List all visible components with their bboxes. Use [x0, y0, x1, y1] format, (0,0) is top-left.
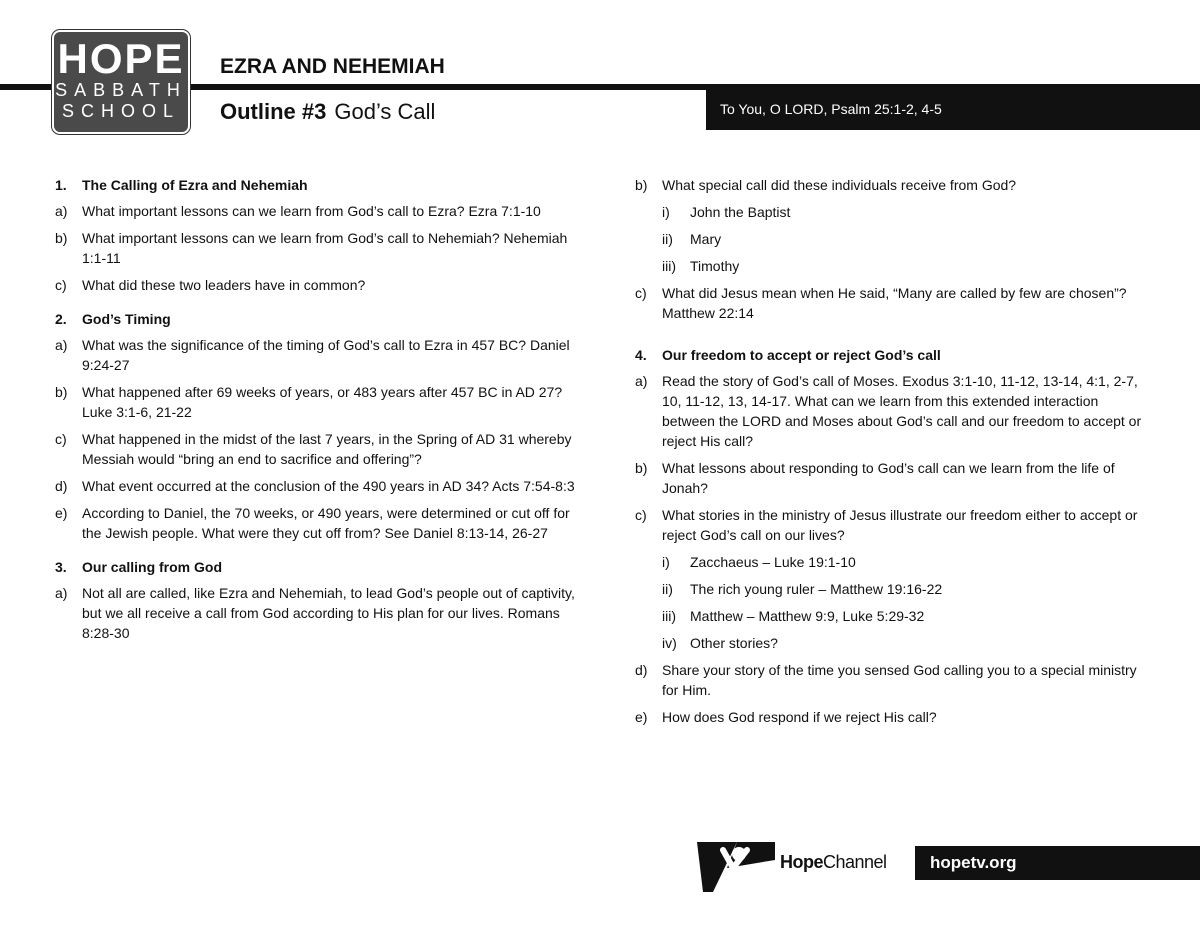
outline-right-column — [635, 175, 1145, 741]
section-heading — [635, 345, 1145, 365]
item-text: Read the story of God’s call of Moses. Exodus 3:1-10, 11-12, 13-14, 4:1, 2-7, 10, 11-12, 13, 14-17. What can we learn from this extended interaction between the LORD and Moses about God’s call and our freedom to accept or reject His call? — [662, 373, 1142, 449]
sub-item — [662, 579, 1145, 599]
item-text: Not all are called, like Ezra and Nehemiah, to lead God’s people out of captivity, but we all receive a call from God according to His plan for our lives. Romans 8:28-30 — [82, 585, 575, 641]
question-item — [635, 371, 1145, 451]
section-title: Our freedom to accept or reject God’s call — [662, 347, 941, 363]
item-marker: c) — [635, 507, 647, 523]
hope-channel-wordmark — [780, 852, 887, 873]
item-text: What did these two leaders have in common? — [82, 277, 366, 293]
question-item — [55, 228, 575, 268]
item-text: What important lessons can we learn from God’s call to Ezra? Ezra 7:1-10 — [82, 203, 541, 219]
item-marker: d) — [635, 662, 648, 678]
question-item — [55, 476, 575, 496]
section-number: 2. — [55, 311, 67, 327]
section-number: 1. — [55, 177, 67, 193]
item-marker: a) — [635, 373, 648, 389]
outline-number: Outline #3 — [220, 99, 327, 124]
brand-light: Channel — [823, 852, 887, 872]
logo-line-hope: HOPE — [57, 35, 185, 82]
sub-item-text: Mary — [690, 231, 722, 247]
item-marker: a) — [55, 585, 68, 601]
question-item — [55, 583, 575, 643]
sub-item-text: Matthew – Matthew 9:9, Luke 5:29-32 — [690, 608, 925, 624]
item-text: What lessons about responding to God’s call can we learn from the life of Jonah? — [662, 460, 1115, 496]
item-marker: e) — [55, 505, 68, 521]
item-marker: b) — [635, 460, 648, 476]
sub-item — [662, 256, 1145, 276]
item-text: What happened in the midst of the last 7 years, in the Spring of AD 31 whereby Messiah would “bring an end to sacrifice and offering”? — [82, 431, 572, 467]
sub-list — [662, 552, 1145, 653]
item-marker: a) — [55, 203, 68, 219]
item-marker: d) — [55, 478, 68, 494]
question-item — [635, 660, 1145, 700]
sub-item-marker: ii) — [662, 231, 673, 247]
question-item — [635, 505, 1145, 545]
series-title: EZRA AND NEHEMIAH — [220, 55, 445, 78]
item-text: What was the significance of the timing of God’s call to Ezra in 457 BC? Daniel 9:24-27 — [82, 337, 570, 373]
item-text: What did Jesus mean when He said, “Many are called by few are chosen”? Matthew 22:14 — [662, 285, 1127, 321]
outline-heading — [220, 99, 435, 125]
sub-item-marker: ii) — [662, 581, 673, 597]
hope-channel-figure-icon — [697, 838, 775, 897]
question-item — [55, 275, 575, 295]
item-text: Share your story of the time you sensed God calling you to a special ministry for Him. — [662, 662, 1137, 698]
sub-item — [662, 606, 1145, 626]
item-marker: e) — [635, 709, 648, 725]
section-heading — [55, 175, 575, 195]
section-number: 4. — [635, 347, 647, 363]
item-marker: c) — [55, 277, 67, 293]
section-2 — [55, 309, 575, 543]
sub-item-text: John the Baptist — [690, 204, 791, 220]
question-item — [635, 283, 1145, 323]
sub-item-marker: i) — [662, 204, 670, 220]
section-title: Our calling from God — [82, 559, 223, 575]
question-item — [55, 382, 575, 422]
section-title: God’s Timing — [82, 311, 171, 327]
section-1 — [55, 175, 575, 295]
sub-item — [662, 229, 1145, 249]
sub-item — [662, 552, 1145, 572]
question-item — [635, 707, 1145, 727]
footer-url-link[interactable]: hopetv.org — [930, 853, 1017, 872]
sub-list — [662, 202, 1145, 276]
item-marker: b) — [55, 384, 68, 400]
hope-sabbath-school-logo — [54, 32, 188, 132]
question-item — [635, 175, 1145, 195]
sub-item-text: The rich young ruler – Matthew 19:16-22 — [690, 581, 943, 597]
sub-item-marker: i) — [662, 554, 670, 570]
section-number: 3. — [55, 559, 67, 575]
item-marker: c) — [635, 285, 647, 301]
logo-line-sabbath: SABBATH — [55, 80, 187, 100]
sub-item-text: Zacchaeus – Luke 19:1-10 — [690, 554, 856, 570]
question-item — [55, 503, 575, 543]
section-heading — [55, 557, 575, 577]
item-text: What event occurred at the conclusion of the 490 years in AD 34? Acts 7:54-8:3 — [82, 478, 575, 494]
question-item — [55, 201, 575, 221]
item-marker: b) — [635, 177, 648, 193]
sub-item-text: Other stories? — [690, 635, 778, 651]
sub-item — [662, 202, 1145, 222]
sub-item-text: Timothy — [690, 258, 740, 274]
question-item — [635, 458, 1145, 498]
outline-left-column — [55, 175, 575, 657]
item-text: What happened after 69 weeks of years, or 483 years after 457 BC in AD 27? Luke 3:1-6, 21-22 — [82, 384, 563, 420]
item-text: What stories in the ministry of Jesus illustrate our freedom either to accept or reject God’s call on our lives? — [662, 507, 1138, 543]
outline-title: God’s Call — [334, 99, 436, 124]
question-item — [55, 429, 575, 469]
item-marker: b) — [55, 230, 68, 246]
section-heading — [55, 309, 575, 329]
memory-verse: To You, O LORD, Psalm 25:1-2, 4-5 — [720, 101, 942, 117]
item-text: How does God respond if we reject His call? — [662, 709, 937, 725]
sub-item-marker: iii) — [662, 258, 676, 274]
item-marker: a) — [55, 337, 68, 353]
item-marker: c) — [55, 431, 67, 447]
sub-item — [662, 633, 1145, 653]
item-text: What important lessons can we learn from God’s call to Nehemiah? Nehemiah 1:1-11 — [82, 230, 568, 266]
section-3 — [55, 557, 575, 643]
question-item — [55, 335, 575, 375]
item-text: According to Daniel, the 70 weeks, or 490 years, were determined or cut off for the Jewish people. What were they cut off from? See Daniel 8:13-14, 26-27 — [82, 505, 570, 541]
section-title: The Calling of Ezra and Nehemiah — [82, 177, 308, 193]
logo-line-school: SCHOOL — [61, 101, 181, 121]
item-text: What special call did these individuals receive from God? — [662, 177, 1017, 193]
sub-item-marker: iv) — [662, 635, 677, 651]
brand-bold: Hope — [780, 852, 823, 872]
sub-item-marker: iii) — [662, 608, 676, 624]
section-4 — [635, 345, 1145, 727]
section-3-continued — [635, 175, 1145, 323]
